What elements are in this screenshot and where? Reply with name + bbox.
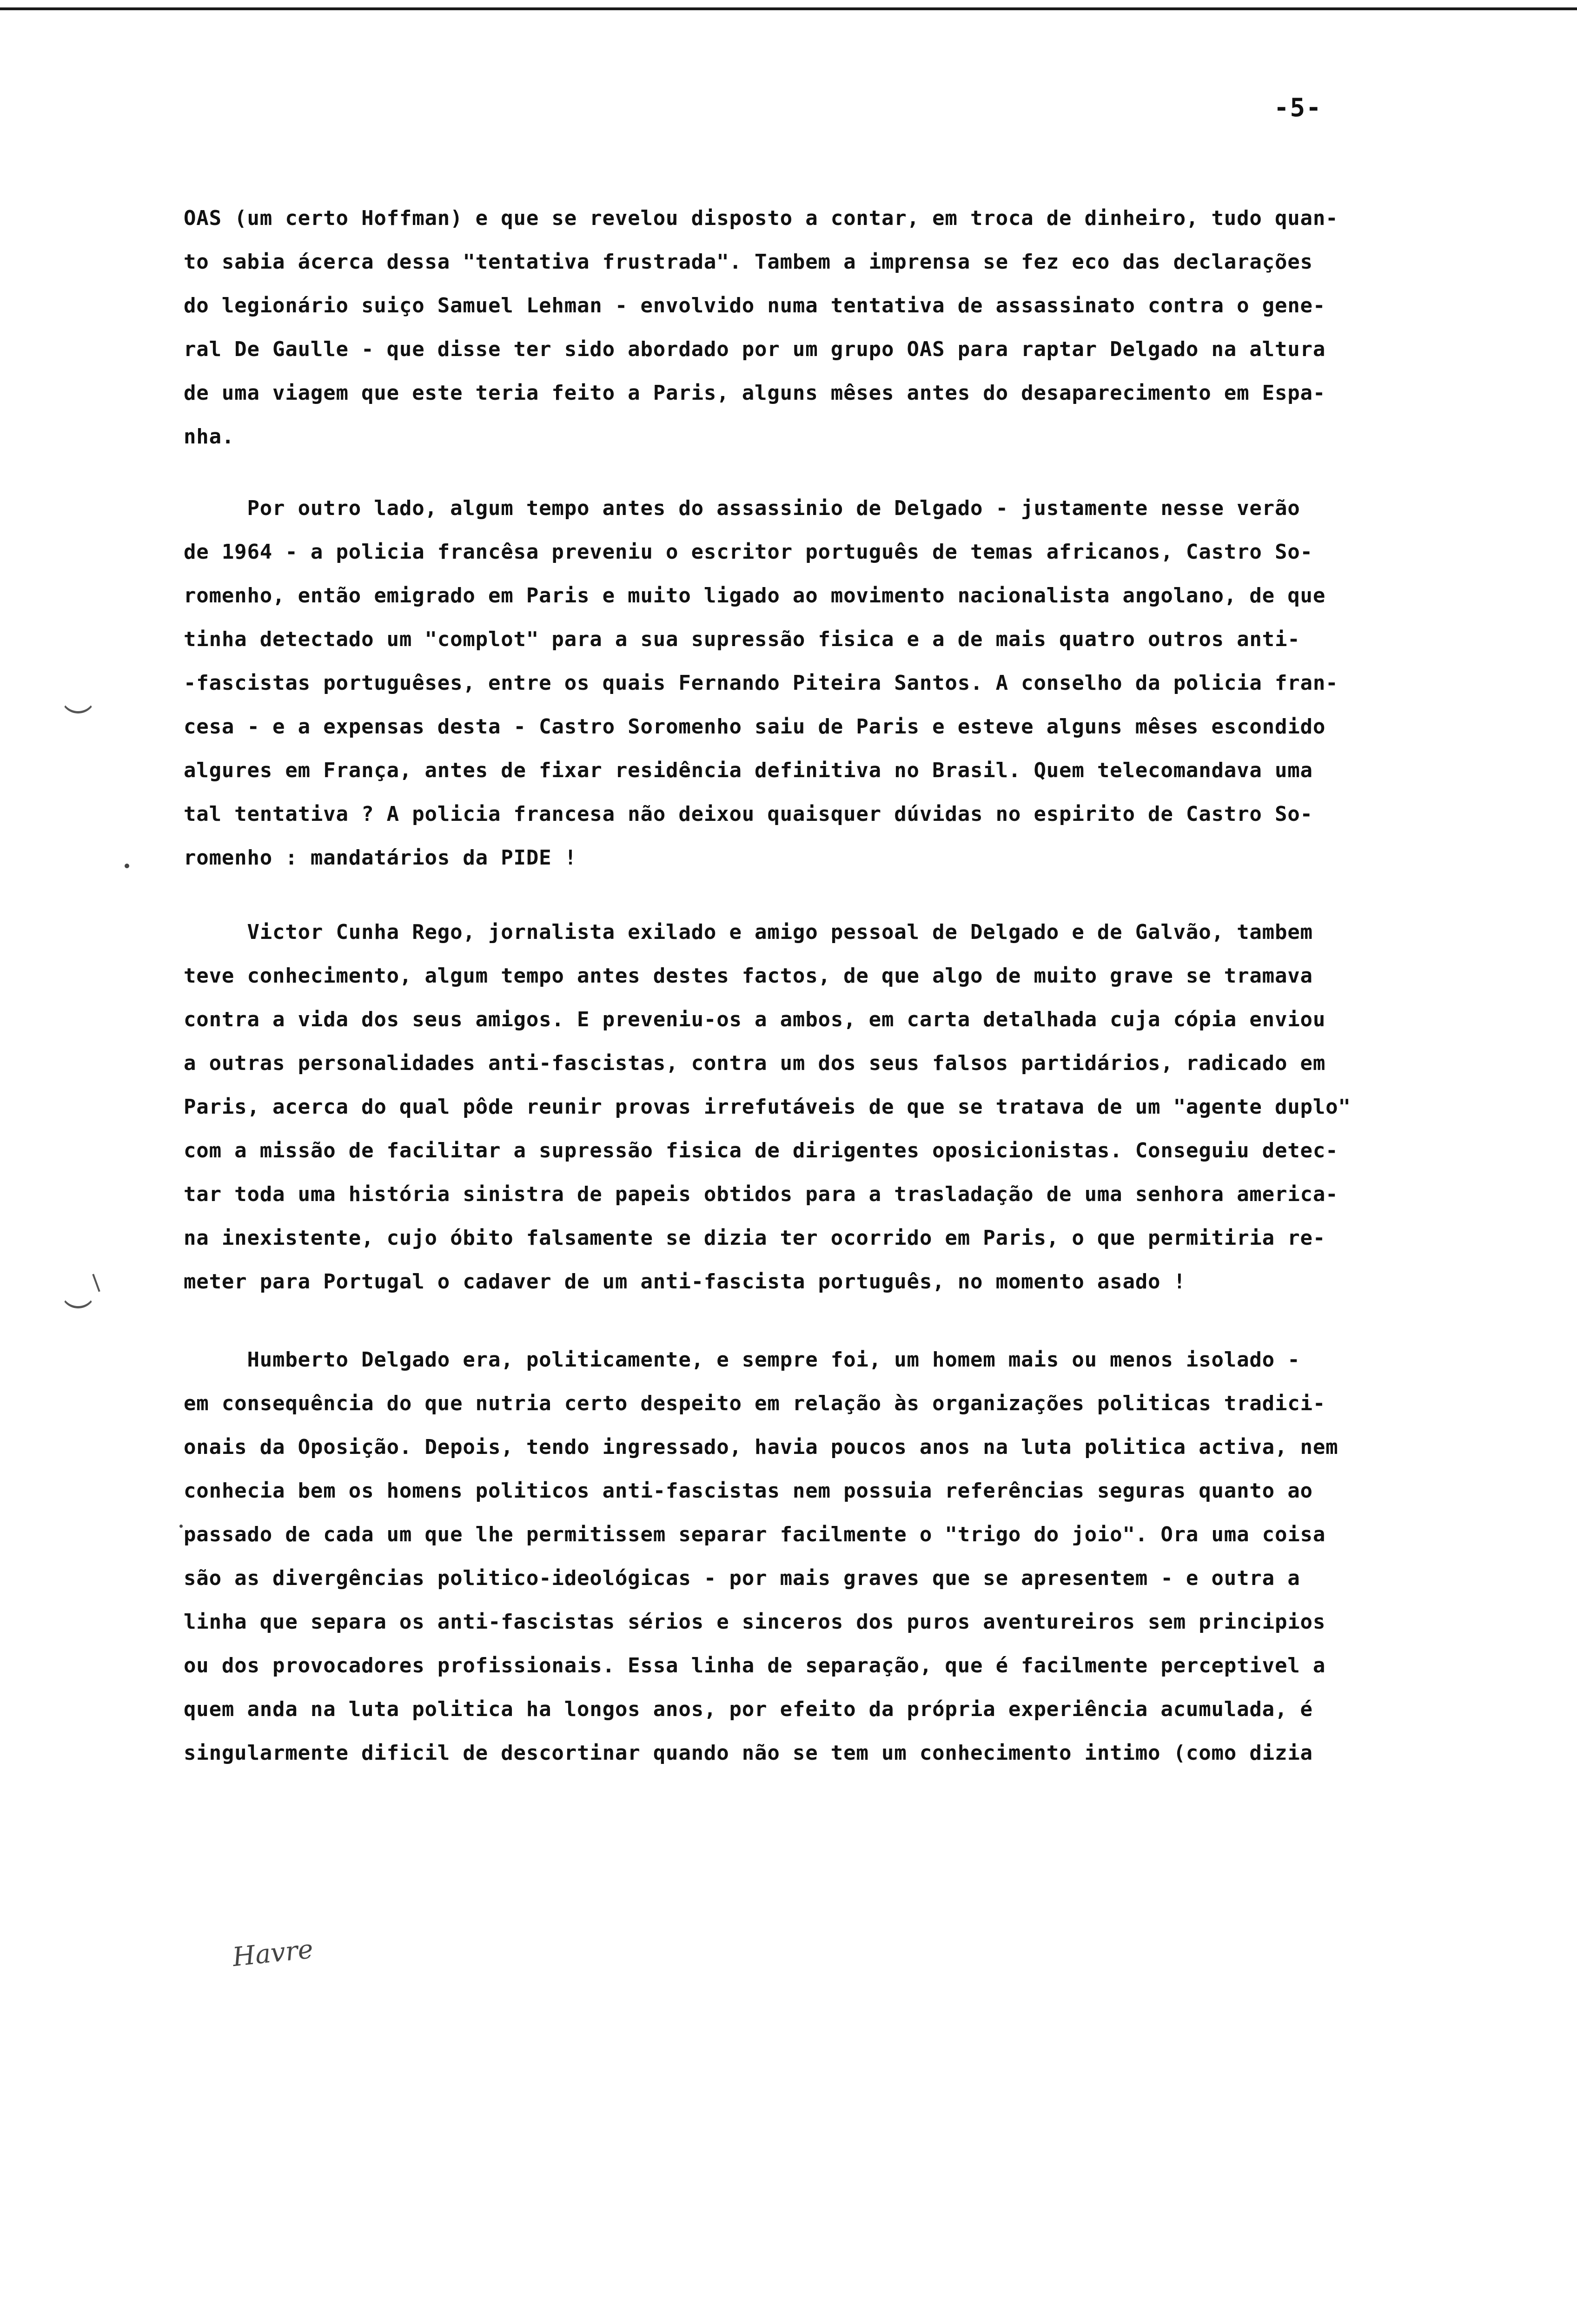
text-line: meter para Portugal o cadaver de um anti-fascista português, no momento asado ! [184, 1270, 1186, 1294]
text-line: ral De Gaulle - que disse ter sido abordado por um grupo OAS para raptar Delgado na altura [184, 337, 1326, 361]
text-line: onais da Oposição. Depois, tendo ingressado, havia poucos anos na luta politica activa, nem [184, 1435, 1338, 1459]
text-line: nha. [184, 425, 235, 449]
text-line: contra a vida dos seus amigos. E preveniu-os a ambos, em carta detalhada cuja cópia enviou [184, 1008, 1326, 1031]
text-line: de 1964 - a policia francêsa preveniu o escritor português de temas africanos, Castro So- [184, 540, 1313, 564]
margin-dot-mark [179, 1525, 183, 1528]
text-line: algures em França, antes de fixar residência definitiva no Brasil. Quem telecomandava uma [184, 759, 1313, 782]
text-line: quem anda na luta politica ha longos anos, por efeito da própria experiência acumulada, é [184, 1697, 1313, 1721]
text-line: linha que separa os anti-fascistas sérios e sinceros dos puros aventureiros sem principios [184, 1610, 1326, 1634]
top-edge-rule [0, 7, 1577, 10]
text-line: são as divergências politico-ideológicas - por mais graves que se apresentem - e outra a [184, 1566, 1300, 1590]
text-line: Victor Cunha Rego, jornalista exilado e amigo pessoal de Delgado e de Galvão, tambem [184, 920, 1313, 944]
text-line: Por outro lado, algum tempo antes do assassinio de Delgado - justamente nesse verão [184, 496, 1300, 520]
binder-hole-mark [60, 1283, 96, 1308]
text-line: conhecia bem os homens politicos anti-fascistas nem possuia referências seguras quanto ao [184, 1479, 1313, 1503]
text-line: a outras personalidades anti-fascistas, contra um dos seus falsos partidários, radicado em [184, 1051, 1326, 1075]
text-line: romenho, então emigrado em Paris e muito ligado ao movimento nacionalista angolano, de que [184, 584, 1326, 607]
text-line: -fascistas portuguêses, entre os quais Fernando Piteira Santos. A conselho da policia fran- [184, 671, 1338, 695]
text-line: singularmente dificil de descortinar quando não se tem um conhecimento intimo (como dizia [184, 1741, 1313, 1765]
text-line: tal tentativa ? A policia francesa não deixou quaisquer dúvidas no espirito de Castro So- [184, 802, 1313, 826]
page-number: -5- [1274, 93, 1322, 122]
text-line: passado de cada um que lhe permitissem separar facilmente o "trigo do joio". Ora uma coisa [184, 1523, 1326, 1546]
text-line: to sabia ácerca dessa "tentativa frustrada". Tambem a imprensa se fez eco das declarações [184, 250, 1313, 274]
text-line: do legionário suiço Samuel Lehman - envolvido numa tentativa de assassinato contra o gene- [184, 294, 1326, 317]
binder-hole-mark [60, 688, 96, 713]
text-line: tar toda uma história sinistra de papeis obtidos para a trasladação de uma senhora america- [184, 1182, 1338, 1206]
text-line: na inexistente, cujo óbito falsamente se dizia ter ocorrido em Paris, o que permitiria re- [184, 1226, 1326, 1250]
handwritten-note: Havre [231, 1934, 315, 1973]
text-line: com a missão de facilitar a supressão fisica de dirigentes oposicionistas. Conseguiu detec- [184, 1139, 1338, 1162]
text-line: OAS (um certo Hoffman) e que se revelou disposto a contar, em troca de dinheiro, tudo quan- [184, 206, 1338, 230]
text-line: romenho : mandatários da PIDE ! [184, 846, 577, 870]
text-line: Humberto Delgado era, politicamente, e sempre foi, um homem mais ou menos isolado - [184, 1348, 1300, 1372]
text-line: cesa - e a expensas desta - Castro Soromenho saiu de Paris e esteve alguns mêses escondido [184, 715, 1326, 739]
text-line: Paris, acerca do qual pôde reunir provas irrefutáveis de que se tratava de um "agente duplo" [184, 1095, 1351, 1119]
text-line: tinha detectado um "complot" para a sua supressão fisica e a de mais quatro outros anti- [184, 627, 1300, 651]
margin-dot-mark [125, 864, 129, 868]
text-line: de uma viagem que este teria feito a Paris, alguns mêses antes do desaparecimento em Espa- [184, 381, 1326, 405]
text-line: teve conhecimento, algum tempo antes destes factos, de que algo de muito grave se tramava [184, 964, 1313, 988]
text-line: em consequência do que nutria certo despeito em relação às organizações politicas tradici- [184, 1392, 1326, 1415]
text-line: ou dos provocadores profissionais. Essa linha de separação, que é facilmente perceptivel a [184, 1654, 1326, 1677]
